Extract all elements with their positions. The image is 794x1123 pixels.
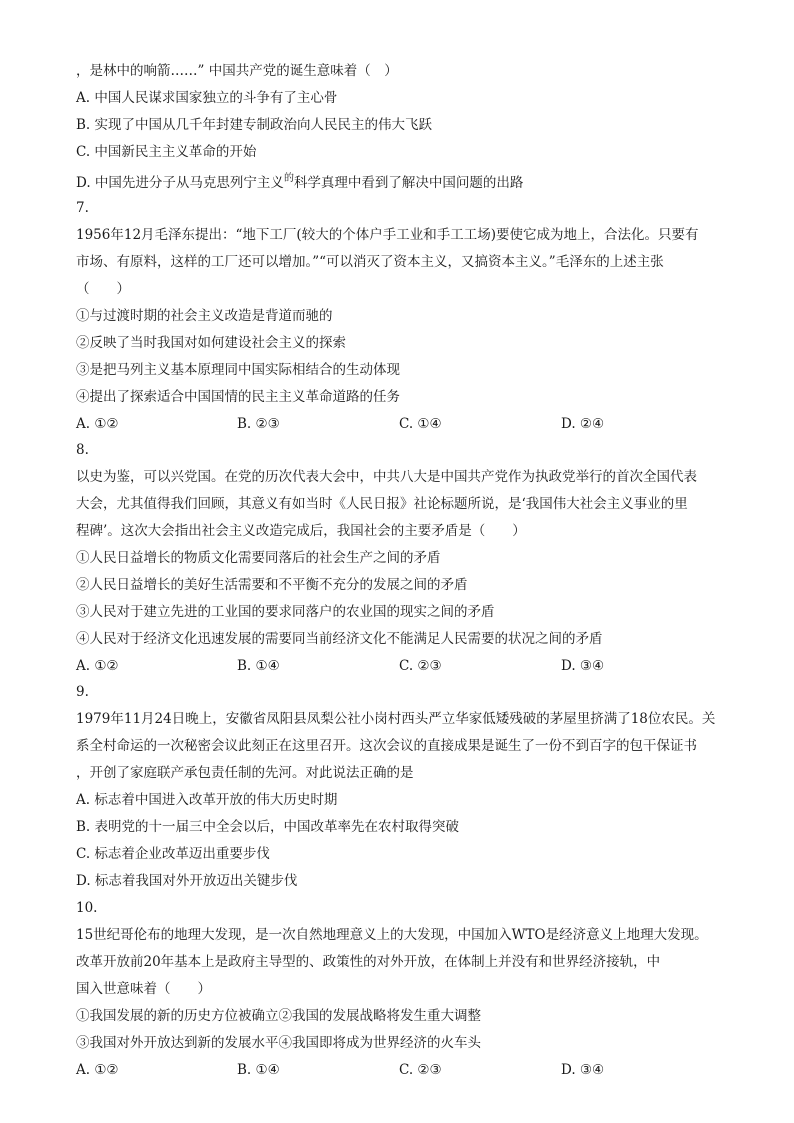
q7-choices [76,415,736,433]
q9-stem-line: ，开创了家庭联产承包责任制的先河。对此说法正确的是 [76,765,414,781]
q7-choice-b: B. ②③ [237,416,280,432]
q7-number: 7. [76,200,89,216]
q7-stem-line: （ ） [76,281,130,297]
q7-item-1: ①与过渡时期的社会主义改造是背道而驰的 [76,308,333,324]
q7-item-4: ④提出了探索适合中国国情的民主主义革命道路的任务 [76,389,400,405]
q6-option-d-post: 科学真理中看到了解决中国问题的出路 [293,175,524,191]
q8-choice-a: A. ①② [76,658,119,674]
q10-choice-c: C. ②③ [399,1062,442,1078]
q7-choice-a: A. ①② [76,416,119,432]
q10-choice-d: D. ③④ [561,1062,605,1078]
q8-number: 8. [76,442,89,458]
q10-stem-line: 15世纪哥伦布的地理大发现，是一次自然地理意义上的大发现，中国加入WTO是经济意义上地理大发现。 [76,927,708,943]
q6-option-b: B. 实现了中国从几千年封建专制政治向人民民主的伟大飞跃 [76,117,433,133]
q7-item-3: ③是把马列主义基本原理同中国实际相结合的生动体现 [76,362,400,378]
q9-option-a: A. 标志着中国进入改革开放的伟大历史时期 [76,792,338,808]
q8-choice-d: D. ③④ [561,658,605,674]
q8-choice-b: B. ①④ [237,658,280,674]
q6-option-c: C. 中国新民主主义革命的开始 [76,144,257,160]
q8-stem-line: 以史为鉴，可以兴党国。在党的历次代表大会中，中共八大是中国共产党作为执政党举行的首次全国代表 [76,469,697,485]
q8-item-4: ④人民对于经济文化迅速发展的需要同当前经济文化不能满足人民需要的状况之间的矛盾 [76,631,603,647]
q7-stem-line: 1956年12月毛泽东提出：“地下工厂(较大的个体户手工业和手工工场)要使它成为地上，合法化。只要有 [76,227,699,243]
q10-choice-b: B. ①④ [237,1062,280,1078]
q6-option-a: A. 中国人民谋求国家独立的斗争有了主心骨 [76,90,338,106]
q8-stem-line: 程碑’。这次大会指出社会主义改造完成后，我国社会的主要矛盾是（ ） [76,523,526,539]
q6-option-d-pre: D. 中国先进分子从马克思列宁主义 [76,175,284,191]
q7-choice-d: D. ②④ [561,416,605,432]
q9-stem-line: 1979年11月24日晚上，安徽省凤阳县凤梨公社小岗村西头严立华家低矮残破的茅屋里挤满了18位农民。关 [76,711,716,727]
q10-item-line: ③我国对外开放达到新的发展水平④我国即将成为世界经济的火车头 [76,1035,481,1051]
q7-item-2: ②反映了当时我国对如何建设社会主义的探索 [76,335,346,351]
q6-stem-tail: ，是林中的响箭……” 中国共产党的诞生意味着（ ） [76,63,398,79]
q8-item-1: ①人民日益增长的物质文化需要同落后的社会生产之间的矛盾 [76,550,441,566]
q10-item-line: ①我国发展的新的历史方位被确立②我国的发展战略将发生重大调整 [76,1008,481,1024]
q10-stem-line: 改革开放前20年基本上是政府主导型的、政策性的对外开放，在体制上并没有和世界经济接轨，中 [76,954,661,970]
q10-stem-line: 国入世意味着（ ） [76,981,211,997]
q10-number: 10. [76,900,98,916]
q9-option-d: D. 标志着我国对外开放迈出关键步伐 [76,873,298,889]
q10-choices [76,1061,736,1079]
q9-option-c: C. 标志着企业改革迈出重要步伐 [76,846,270,862]
q8-item-3: ③人民对于建立先进的工业国的要求同落户的农业国的现实之间的矛盾 [76,604,495,620]
q8-choices [76,657,736,675]
q8-choice-c: C. ②③ [399,658,442,674]
q9-number: 9. [76,684,89,700]
q7-choice-c: C. ①④ [399,416,442,432]
q9-stem-line: 系全村命运的一次秘密会议此刻正在这里召开。这次会议的直接成果是诞生了一份不到百字的包干保证书 [76,738,697,754]
q6-option-d [76,174,736,192]
q6-option-d-sup: 的 [283,173,294,184]
q8-stem-line: 大会，尤其值得我们回顾，其意义有如当时《人民日报》社论标题所说，是‘我国伟大社会主义事业的里 [76,496,688,512]
q7-stem-line: 市场、有原料，这样的工厂还可以增加。”“可以消灭了资本主义，又搞资本主义。”毛泽东的上述主张 [76,254,664,270]
q10-choice-a: A. ①② [76,1062,119,1078]
q8-item-2: ②人民日益增长的美好生活需要和不平衡不充分的发展之间的矛盾 [76,577,468,593]
q9-option-b: B. 表明党的十一届三中全会以后，中国改革率先在农村取得突破 [76,819,460,835]
